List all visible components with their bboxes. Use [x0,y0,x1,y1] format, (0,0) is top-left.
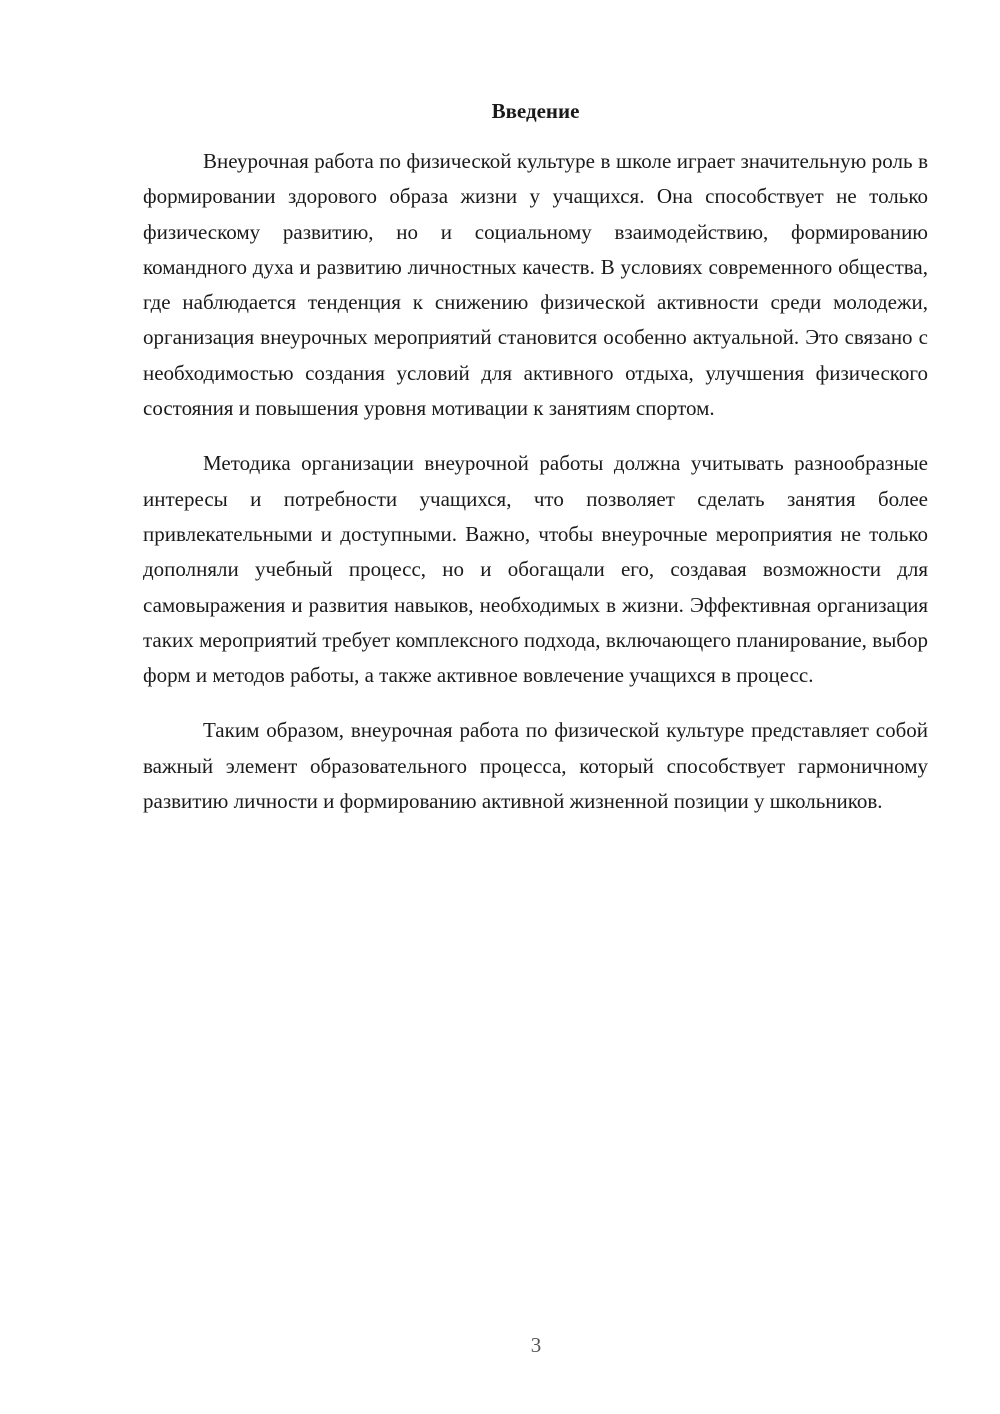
page-content [143,96,928,839]
section-title: Введение [491,99,580,123]
paragraph-1: Внеурочная работа по физической культуре в школе играет значительную роль в формировании здорового образа жизни у учащихся. Она способствует не только физическому развитию, но и социальному взаимодействию, формированию командного духа и развитию личностных качеств. В условиях современного общества, где наблюдается тенденция к снижению физической активности среди молодежи, организация внеурочных мероприятий становится особенно актуальной. Это связано с необходимостью создания условий для активного отдыха, улучшения физического состояния и повышения уровня мотивации к занятиям спортом. [143,149,928,421]
paragraph-2: Методика организации внеурочной работы должна учитывать разнообразные интересы и потребности учащихся, что позволяет сделать занятия более привлекательными и доступными. Важно, чтобы внеурочные мероприятия не только дополняли учебный процесс, но и обогащали его, создавая возможности для самовыражения и развития навыков, необходимых в жизни. Эффективная организация таких мероприятий требует комплексного подхода, включающего планирование, выбор форм и методов работы, а также активное вовлечение учащихся в процесс. [143,451,928,688]
paragraph-3: Таким образом, внеурочная работа по физической культуре представляет собой важный элемент образовательного процесса, который способствует гармоничному развитию личности и формированию активной жизненной позиции у школьников. [143,718,928,814]
page-number: 3 [530,1333,542,1357]
